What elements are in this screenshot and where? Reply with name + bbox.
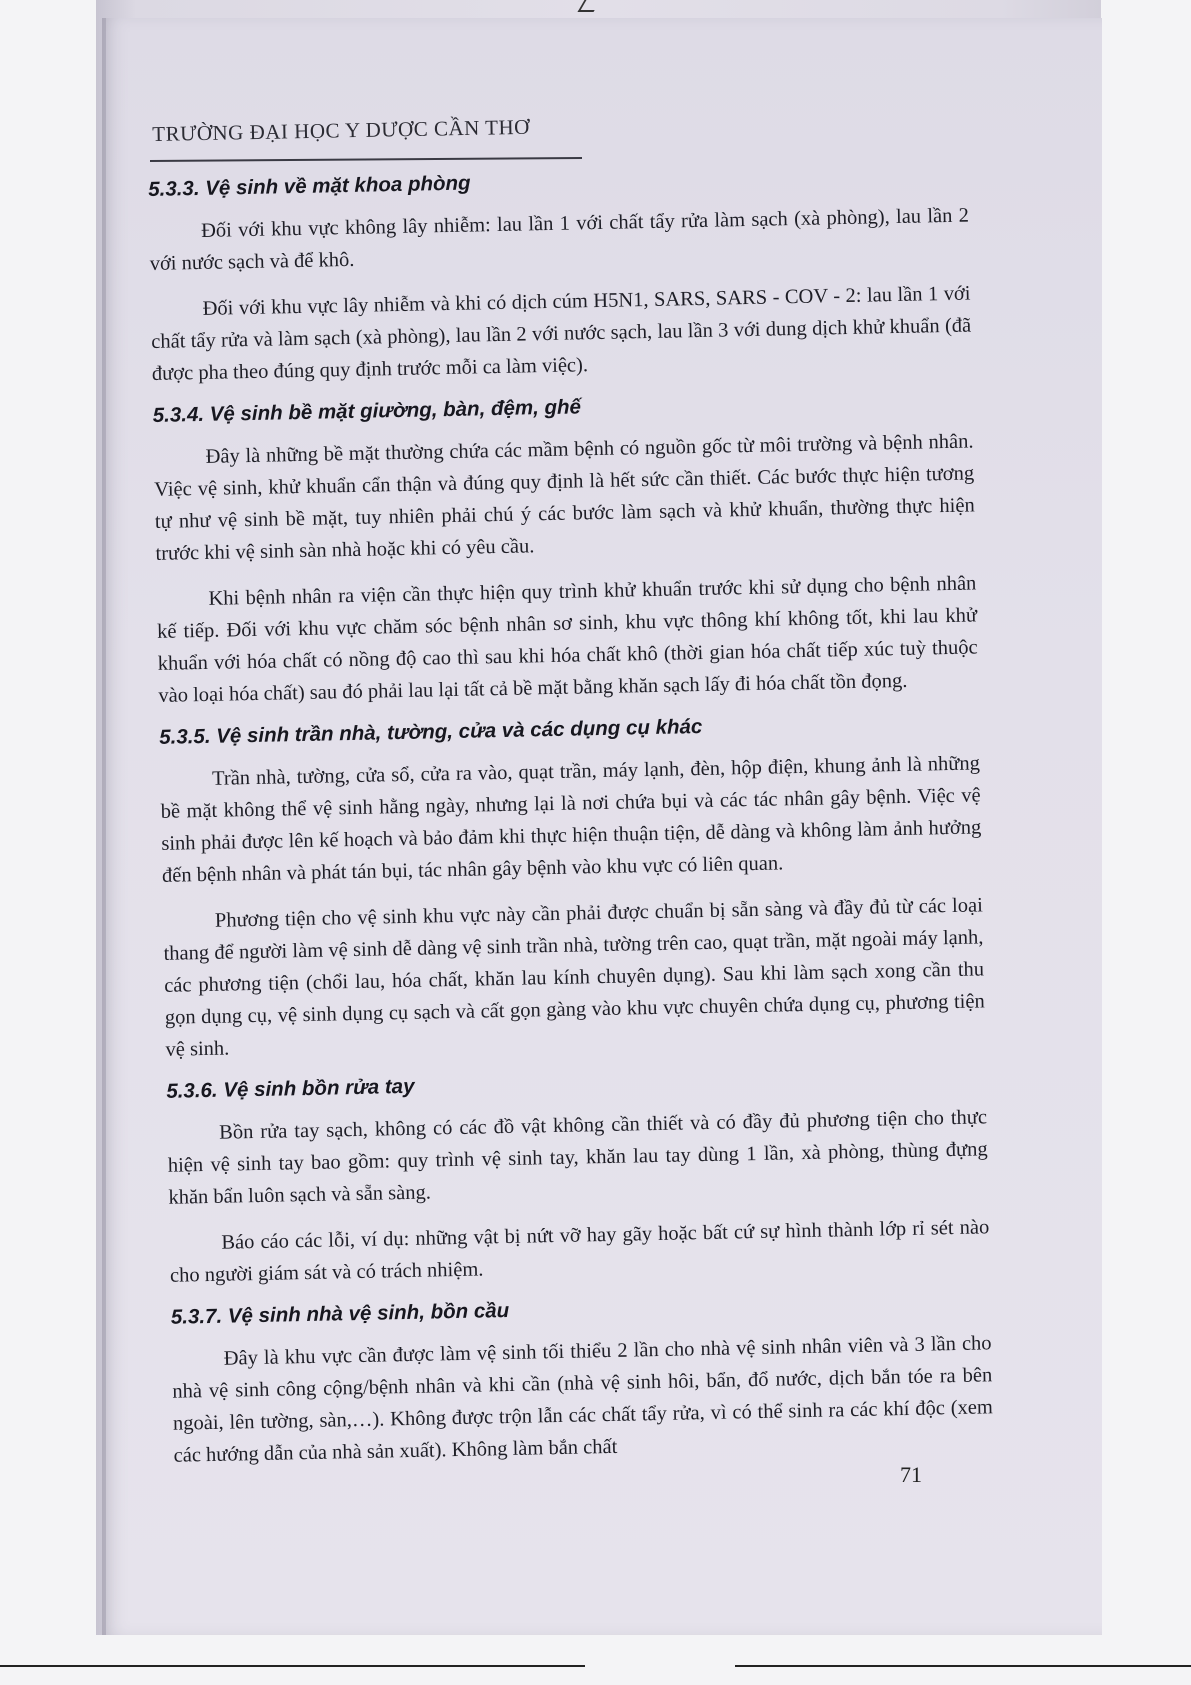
running-header: TRƯỜNG ĐẠI HỌC Y DƯỢC CẦN THƠ [152, 114, 531, 146]
paragraph: Phương tiện cho vệ sinh khu vực này cần phải được chuẩn bị sẵn sàng và đầy đủ từ các loại thang để người làm vệ sinh dễ dàng vệ sinh trần nhà, tường trên cao, quạt trần, mặt ngoài máy lạnh, các phương tiện (chổi lau, hóa chất, khăn lau kính chuyên dụng). Sau khi làm sạch xong cần thu gọn dụng cụ, vệ sinh dụng cụ sạch và cất gọn gàng vào khu vực chuyên chứa dụng cụ, phương tiện vệ sinh. [163, 894, 985, 1061]
page-number: 71 [900, 1462, 922, 1487]
section-5-3-5 [159, 709, 986, 1065]
paragraph: Đối với khu vực lây nhiễm và khi có dịch cúm H5N1, SARS, SARS - COV - 2: lau lần 1 với chất tẩy rửa và làm sạch (xà phòng), lau lần 2 với nước sạch, lau lần 3 với dung dịch khử khuẩn (đã được pha theo đúng quy định trước mỗi ca làm việc). [151, 282, 972, 385]
page-binding-edge [102, 18, 106, 1635]
paragraph: Khi bệnh nhân ra viện cần thực hiện quy trình khử khuẩn trước khi sử dụng cho bệnh nhân kế tiếp. Đối với khu vực chăm sóc bệnh nhân sơ sinh, khu vực thông khí không tốt, khi lau khử khuẩn với hóa chất có nồng độ cao thì sau khi hóa chất khô (thời gian hóa chất tiếp xúc tuỳ thuộc vào loại hóa chất) sau đó phải lau lại tất cả bề mặt bằng khăn sạch lấy đi hóa chất tồn đọng. [156, 572, 978, 707]
section-heading: 5.3.3. Vệ sinh về mặt khoa phòng [148, 171, 471, 201]
bottom-border-gap [585, 1662, 735, 1670]
section-5-3-4 [153, 387, 979, 711]
paragraph: Đây là những bề mặt thường chứa các mầm bệnh có nguồn gốc từ môi trường và bệnh nhân. Việc vệ sinh, khử khuẩn cẩn thận và đúng quy định là hết sức cần thiết. Các bước thực hiện tương tự như vệ sinh bề mặt, tuy nhiên phải chú ý các bước làm sạch và khử khuẩn, thường thực hiện trước khi vệ sinh sàn nhà hoặc khi có yêu cầu. [154, 430, 975, 565]
section-heading: 5.3.7. Vệ sinh nhà vệ sinh, bồn cầu [170, 1298, 510, 1329]
paragraph: Báo cáo các lỗi, ví dụ: những vật bị nứt vỡ hay gãy hoặc bất cứ sự hình thành lớp rỉ sét nào cho người giám sát và có trách nhiệm. [169, 1216, 990, 1287]
section-5-3-7 [171, 1289, 994, 1471]
paragraph: Bồn rửa tay sạch, không có các đồ vật không cần thiết và có đầy đủ phương tiện cho thực hiện vệ sinh tay bao gồm: quy trình vệ sinh tay, khăn lau tay dùng 1 lần, xà phòng, thùng đựng khăn bẩn luôn sạch và sẵn sàng. [167, 1106, 988, 1209]
paragraph: Đây là khu vực cần được làm vệ sinh tối thiểu 2 lần cho nhà vệ sinh nhân viên và 3 lần cho nhà vệ sinh công cộng/bệnh nhân và khi cần (nhà vệ sinh hôi, bẩn, đổ nước, dịch bắn tóe ra bên ngoài, lên tường, sàn,…). Không được trộn lẫn các chất tẩy rửa, vì có thể sinh ra các khí độc (xem các hướng dẫn của nhà sản xuất). Không làm bắn chất [172, 1332, 994, 1467]
section-5-3-3 [148, 162, 972, 390]
section-heading: 5.3.5. Vệ sinh trần nhà, tường, cửa và các dụng cụ khác [158, 714, 703, 749]
section-5-3-6 [166, 1063, 990, 1291]
section-heading: 5.3.6. Vệ sinh bồn rửa tay [166, 1074, 415, 1103]
section-heading: 5.3.4. Vệ sinh bề mặt giường, bàn, đệm, ghế [152, 395, 582, 427]
paragraph: Đối với khu vực không lây nhiễm: lau lần 1 với chất tẩy rửa làm sạch (xà phòng), lau lần 2 với nước sạch và để khô. [149, 204, 970, 275]
paragraph: Trần nhà, tường, cửa sổ, cửa ra vào, quạt trần, máy lạnh, đèn, hộp điện, khung ảnh là những bề mặt không thể vệ sinh hằng ngày, nhưng lại là nơi chứa bụi và các tác nhân gây bệnh. Việc vệ sinh phải được lên kế hoạch và bảo đảm khi thực hiện thuận tiện, dễ dàng và không làm ảnh hưởng đến bệnh nhân và phát tán bụi, tác nhân gây bệnh vào khu vực có liên quan. [160, 752, 982, 887]
page-content [148, 162, 994, 1486]
